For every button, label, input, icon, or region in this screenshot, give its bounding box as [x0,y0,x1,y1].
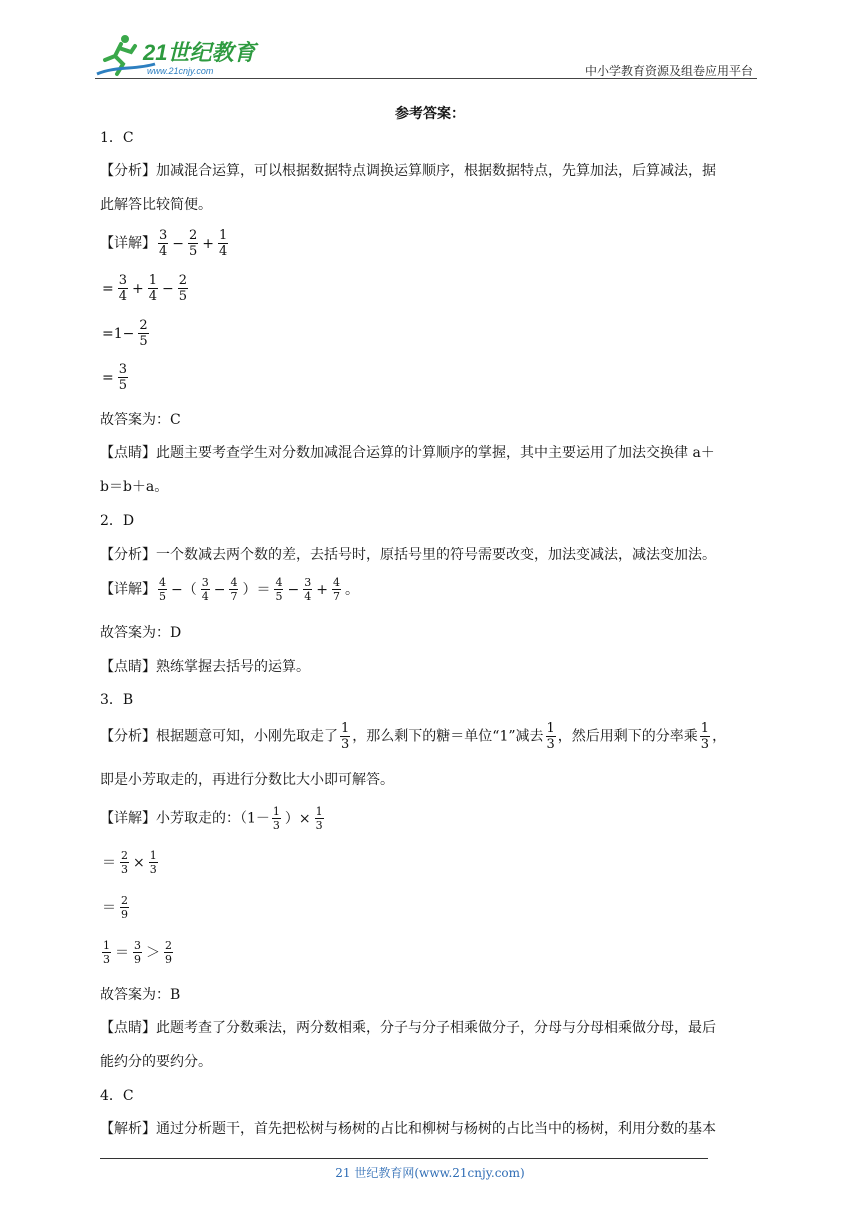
q1-step3: = $\frac{3}{5}$ [102,362,128,393]
q2-number: 2．D [100,513,135,529]
q1-step2: =1− $\frac{2}{5}$ [102,318,148,349]
page-title: 参考答案： [395,106,465,122]
svg-text:21世纪教育: 21世纪教育 [143,40,256,65]
q3-analysis: 【分析】根据题意可知，小刚先取走了 $\frac{1}{3}$ ，那么剩下的糖＝单位“1”减去 $\frac{1}{3}$ ，然后用剩下的分率乘 $\frac{1}{3}$ ， [100,721,727,752]
q1-detail-expr: 【详解】 $\frac{3}{4}$ − $\frac{2}{5}$ + $\frac{1}{4}$ [100,228,228,259]
q3-note: 【点睛】此题考查了分数乘法，两分数相乘，分子与分子相乘做分子，分母与分母相乘做分母，最后 [100,1020,716,1036]
q3-analysis-cont: 即是小芳取走的，再进行分数比大小即可解答。 [100,772,394,788]
q2-note: 【点睛】熟练掌握去括号的运算。 [100,659,310,675]
q1-number: 1．C [100,130,134,146]
platform-tagline: 中小学教育资源及组卷应用平台 [584,64,753,78]
q3-answer: 故答案为：B [100,987,181,1003]
site-logo [95,30,265,80]
q2-analysis: 【分析】一个数减去两个数的差，去括号时，原括号里的符号需要改变，加法变减法，减法变加法。 [100,547,716,563]
page-header [95,30,755,80]
q1-note: 【点睛】此题主要考查学生对分数加减混合运算的计算顺序的掌握，其中主要运用了加法交换律 a＋ [100,445,715,461]
q1-analysis-cont: 此解答比较简便。 [100,197,212,213]
q3-detail-expr: 【详解】小芳取走的：（1－ $\frac{1}{3}$ ）× $\frac{1}{3}$ [100,805,323,832]
q4-number: 4．C [100,1088,134,1104]
q2-detail-expr: 【详解】 $\frac{4}{5}$ −（ $\frac{3}{4}$ − $\frac{4}{7}$ ）＝ $\frac{4}{5}$ − $\frac{3}{4}$ + $\frac{4}{7}$ 。 [100,576,359,603]
q1-step1: = $\frac{3}{4}$ + $\frac{1}{4}$ − $\frac{2}{5}$ [102,273,188,304]
q3-number: 3．B [100,692,134,708]
q2-answer: 故答案为：D [100,625,182,641]
q3-step1: ＝ $\frac{2}{3}$ × $\frac{1}{3}$ [102,849,157,876]
header-divider [95,78,757,79]
footer-divider [100,1158,708,1159]
q1-answer: 故答案为：C [100,412,181,428]
q1-note-cont: b＝b＋a。 [100,479,169,495]
q3-step3: $\frac{1}{3}$ ＝ $\frac{3}{9}$ ＞ $\frac{2}{9}$ [103,939,172,966]
q4-analysis: 【解析】通过分析题干，首先把松树与杨树的占比和柳树与杨树的占比当中的杨树，利用分数的基本 [100,1121,716,1137]
q3-step2: ＝ $\frac{2}{9}$ [102,894,128,921]
footer-link[interactable]: 21 世纪教育网(www.21cnjy.com) [335,1166,525,1180]
q1-analysis: 【分析】加减混合运算，可以根据数据特点调换运算顺序，根据数据特点，先算加法，后算减法，据 [100,163,716,179]
svg-text:www.21cnjy.com: www.21cnjy.com [147,66,214,76]
q3-note-cont: 能约分的要约分。 [100,1054,212,1070]
